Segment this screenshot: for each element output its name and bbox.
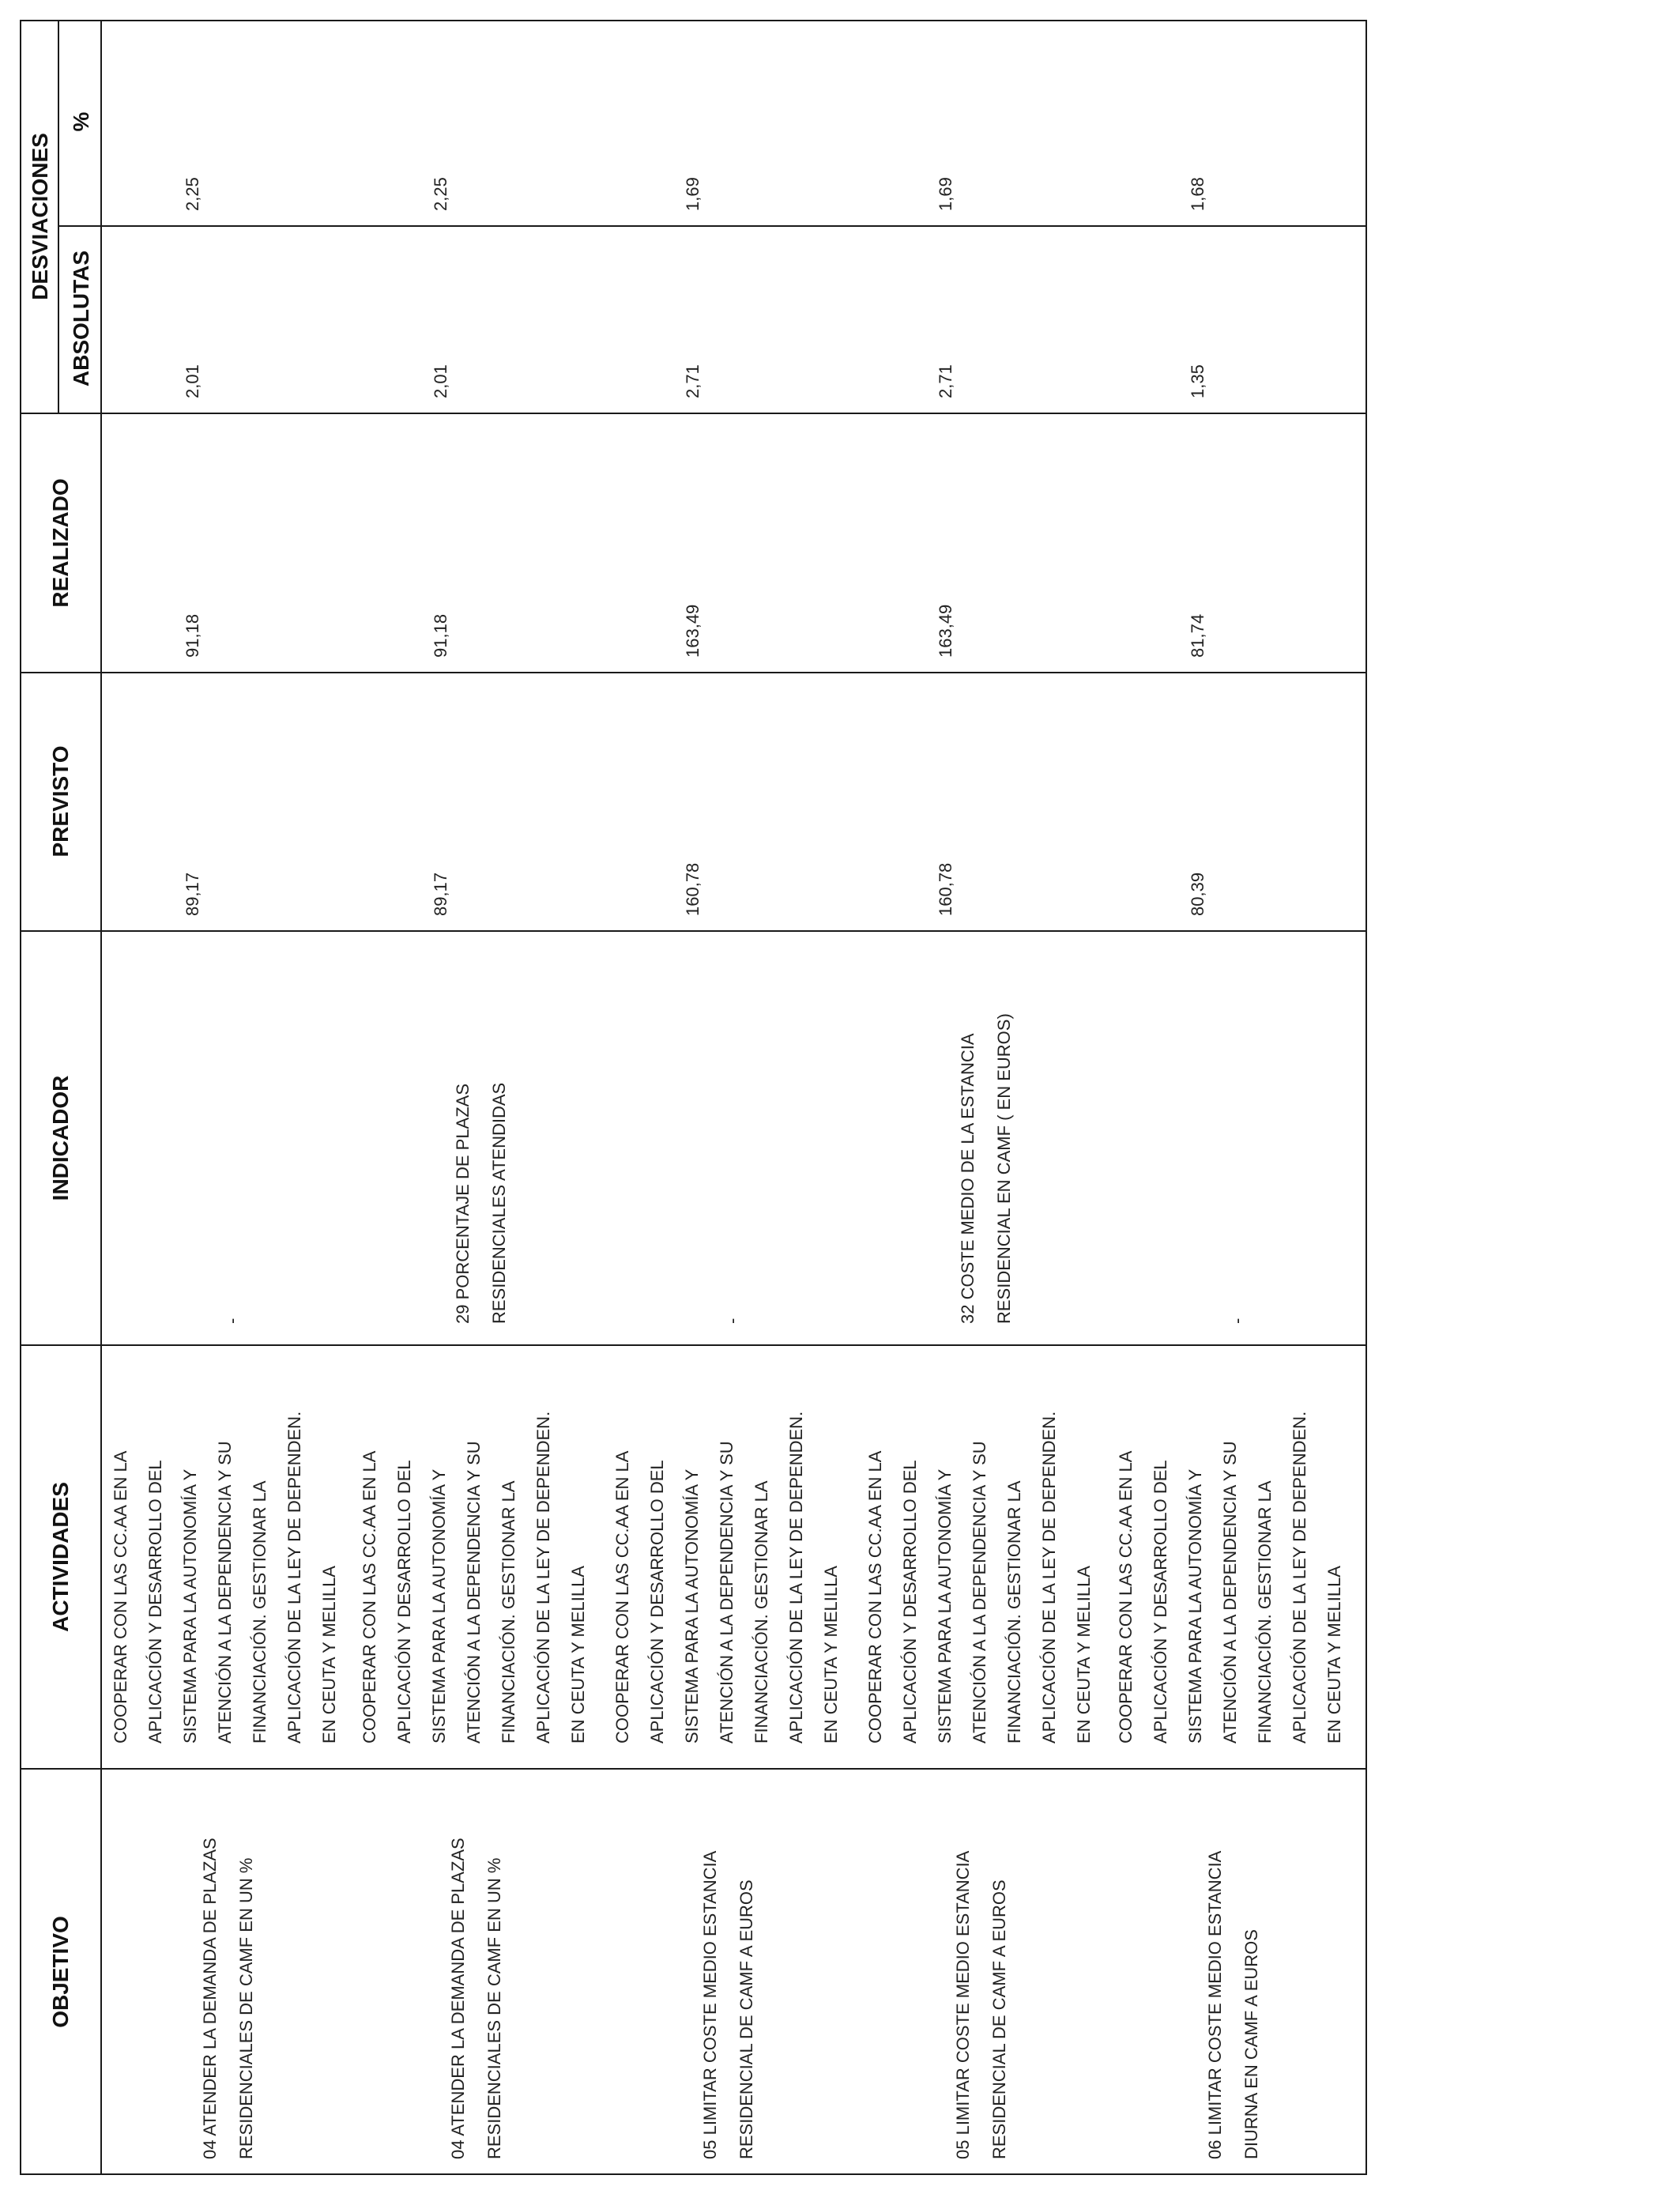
row-actividad-line: EN CEUTA Y MELILLA <box>1324 1566 1344 1744</box>
row-indicador-line: RESIDENCIAL EN CAMF ( EN EUROS) <box>994 1013 1014 1324</box>
row-objetivo-line: 05 LIMITAR COSTE MEDIO ESTANCIA <box>700 1850 720 2159</box>
row-objetivo-line: DIURNA EN CAMF A EUROS <box>1241 1929 1261 2159</box>
row-porcentaje-value: 1,69 <box>683 177 703 211</box>
row-previsto-value: 160,78 <box>683 862 703 916</box>
row-absolutas-value: 2,01 <box>183 364 202 398</box>
row-objetivo-line: RESIDENCIAL DE CAMF A EUROS <box>736 1879 756 2159</box>
row-indicador-line: RESIDENCIALES ATENDIDAS <box>489 1082 509 1324</box>
row-absolutas-value: 1,35 <box>1188 364 1207 398</box>
row-actividad-line: APLICACIÓN Y DESARROLLO DEL <box>394 1460 414 1744</box>
header-realizado: REALIZADO <box>48 478 73 608</box>
row-realizado-value: 91,18 <box>183 613 202 658</box>
row-absolutas-value: 2,01 <box>431 364 450 398</box>
row-actividad-line: APLICACIÓN Y DESARROLLO DEL <box>145 1460 165 1744</box>
row-porcentaje-value: 2,25 <box>183 177 202 211</box>
row-actividad-line: ATENCIÓN A LA DEPENDENCIA Y SU <box>215 1441 235 1744</box>
row-realizado-value: 91,18 <box>431 613 450 658</box>
row-actividad-line: COOPERAR CON LAS CC.AA EN LA <box>865 1450 885 1744</box>
row-actividad-line: EN CEUTA Y MELILLA <box>568 1566 588 1744</box>
row-objetivo-line: 04 ATENDER LA DEMANDA DE PLAZAS <box>448 1838 468 2159</box>
row-previsto-value: 89,17 <box>431 872 450 916</box>
row-objetivo-line: 05 LIMITAR COSTE MEDIO ESTANCIA <box>953 1850 973 2159</box>
row-actividad-line: FINANCIACIÓN. GESTIONAR LA <box>1004 1480 1024 1744</box>
row-actividad-line: SISTEMA PARA LA AUTONOMÍA Y <box>935 1468 955 1744</box>
row-actividad-line: APLICACIÓN DE LA LEY DE DEPENDEN. <box>1039 1411 1059 1744</box>
row-actividad-line: FINANCIACIÓN. GESTIONAR LA <box>1255 1480 1275 1744</box>
row-actividad-line: EN CEUTA Y MELILLA <box>821 1566 841 1744</box>
row-actividad-line: SISTEMA PARA LA AUTONOMÍA Y <box>1185 1468 1205 1744</box>
row-objetivo-line: RESIDENCIALES DE CAMF EN UN % <box>484 1857 504 2159</box>
row-actividad-line: SISTEMA PARA LA AUTONOMÍA Y <box>180 1468 200 1744</box>
row-actividad-line: APLICACIÓN Y DESARROLLO DEL <box>900 1460 920 1744</box>
header-objetivo: OBJETIVO <box>48 1916 73 2028</box>
row-actividad-line: FINANCIACIÓN. GESTIONAR LA <box>250 1480 269 1744</box>
header-porcentaje: % <box>69 111 93 132</box>
row-absolutas-value: 2,71 <box>683 364 703 398</box>
row-porcentaje-value: 1,69 <box>936 177 955 211</box>
row-actividad-line: EN CEUTA Y MELILLA <box>1074 1566 1094 1744</box>
row-indicador-dash: - <box>1227 1318 1247 1324</box>
header-actividades: ACTIVIDADES <box>48 1482 73 1632</box>
row-previsto-value: 160,78 <box>936 862 955 916</box>
row-previsto-value: 89,17 <box>183 872 202 916</box>
table-border <box>21 21 1366 2174</box>
row-realizado-value: 163,49 <box>683 604 703 658</box>
row-actividad-line: APLICACIÓN DE LA LEY DE DEPENDEN. <box>1290 1411 1309 1744</box>
row-actividad-line: COOPERAR CON LAS CC.AA EN LA <box>1116 1450 1136 1744</box>
row-actividad-line: APLICACIÓN Y DESARROLLO DEL <box>1151 1460 1170 1744</box>
row-indicador-line: 32 COSTE MEDIO DE LA ESTANCIA <box>958 1033 977 1324</box>
row-actividad-line: APLICACIÓN DE LA LEY DE DEPENDEN. <box>786 1411 806 1744</box>
row-actividad-line: APLICACIÓN DE LA LEY DE DEPENDEN. <box>284 1411 304 1744</box>
row-actividad-line: FINANCIACIÓN. GESTIONAR LA <box>499 1480 518 1744</box>
row-realizado-value: 163,49 <box>936 604 955 658</box>
row-actividad-line: APLICACIÓN Y DESARROLLO DEL <box>647 1460 667 1744</box>
row-actividad-line: EN CEUTA Y MELILLA <box>319 1566 339 1744</box>
header-absolutas: ABSOLUTAS <box>69 250 93 387</box>
header-indicador: INDICADOR <box>48 1075 73 1201</box>
row-actividad-line: SISTEMA PARA LA AUTONOMÍA Y <box>682 1468 702 1744</box>
row-actividad-line: ATENCIÓN A LA DEPENDENCIA Y SU <box>464 1441 484 1744</box>
row-objetivo-line: RESIDENCIALES DE CAMF EN UN % <box>236 1857 256 2159</box>
row-indicador-line: 29 PORCENTAJE DE PLAZAS <box>453 1083 473 1324</box>
row-actividad-line: FINANCIACIÓN. GESTIONAR LA <box>751 1480 771 1744</box>
row-previsto-value: 80,39 <box>1188 872 1207 916</box>
table-rows <box>111 177 1344 2159</box>
row-actividad-line: SISTEMA PARA LA AUTONOMÍA Y <box>429 1468 449 1744</box>
row-actividad-line: COOPERAR CON LAS CC.AA EN LA <box>111 1450 130 1744</box>
row-actividad-line: ATENCIÓN A LA DEPENDENCIA Y SU <box>717 1441 736 1744</box>
row-absolutas-value: 2,71 <box>936 364 955 398</box>
header-previsto: PREVISTO <box>48 745 73 858</box>
row-indicador-dash: - <box>722 1318 742 1324</box>
row-objetivo-line: 04 ATENDER LA DEMANDA DE PLAZAS <box>200 1838 220 2159</box>
row-indicador-dash: - <box>222 1318 242 1324</box>
row-objetivo-line: RESIDENCIAL DE CAMF A EUROS <box>989 1879 1009 2159</box>
row-actividad-line: APLICACIÓN DE LA LEY DE DEPENDEN. <box>533 1411 553 1744</box>
row-porcentaje-value: 1,68 <box>1188 177 1207 211</box>
row-objetivo-line: 06 LIMITAR COSTE MEDIO ESTANCIA <box>1205 1850 1225 2159</box>
row-porcentaje-value: 2,25 <box>431 177 450 211</box>
row-actividad-line: COOPERAR CON LAS CC.AA EN LA <box>360 1450 379 1744</box>
row-actividad-line: COOPERAR CON LAS CC.AA EN LA <box>612 1450 632 1744</box>
row-realizado-value: 81,74 <box>1188 613 1207 658</box>
row-actividad-line: ATENCIÓN A LA DEPENDENCIA Y SU <box>1220 1441 1240 1744</box>
row-actividad-line: ATENCIÓN A LA DEPENDENCIA Y SU <box>970 1441 989 1744</box>
header-desviaciones: DESVIACIONES <box>28 133 52 300</box>
